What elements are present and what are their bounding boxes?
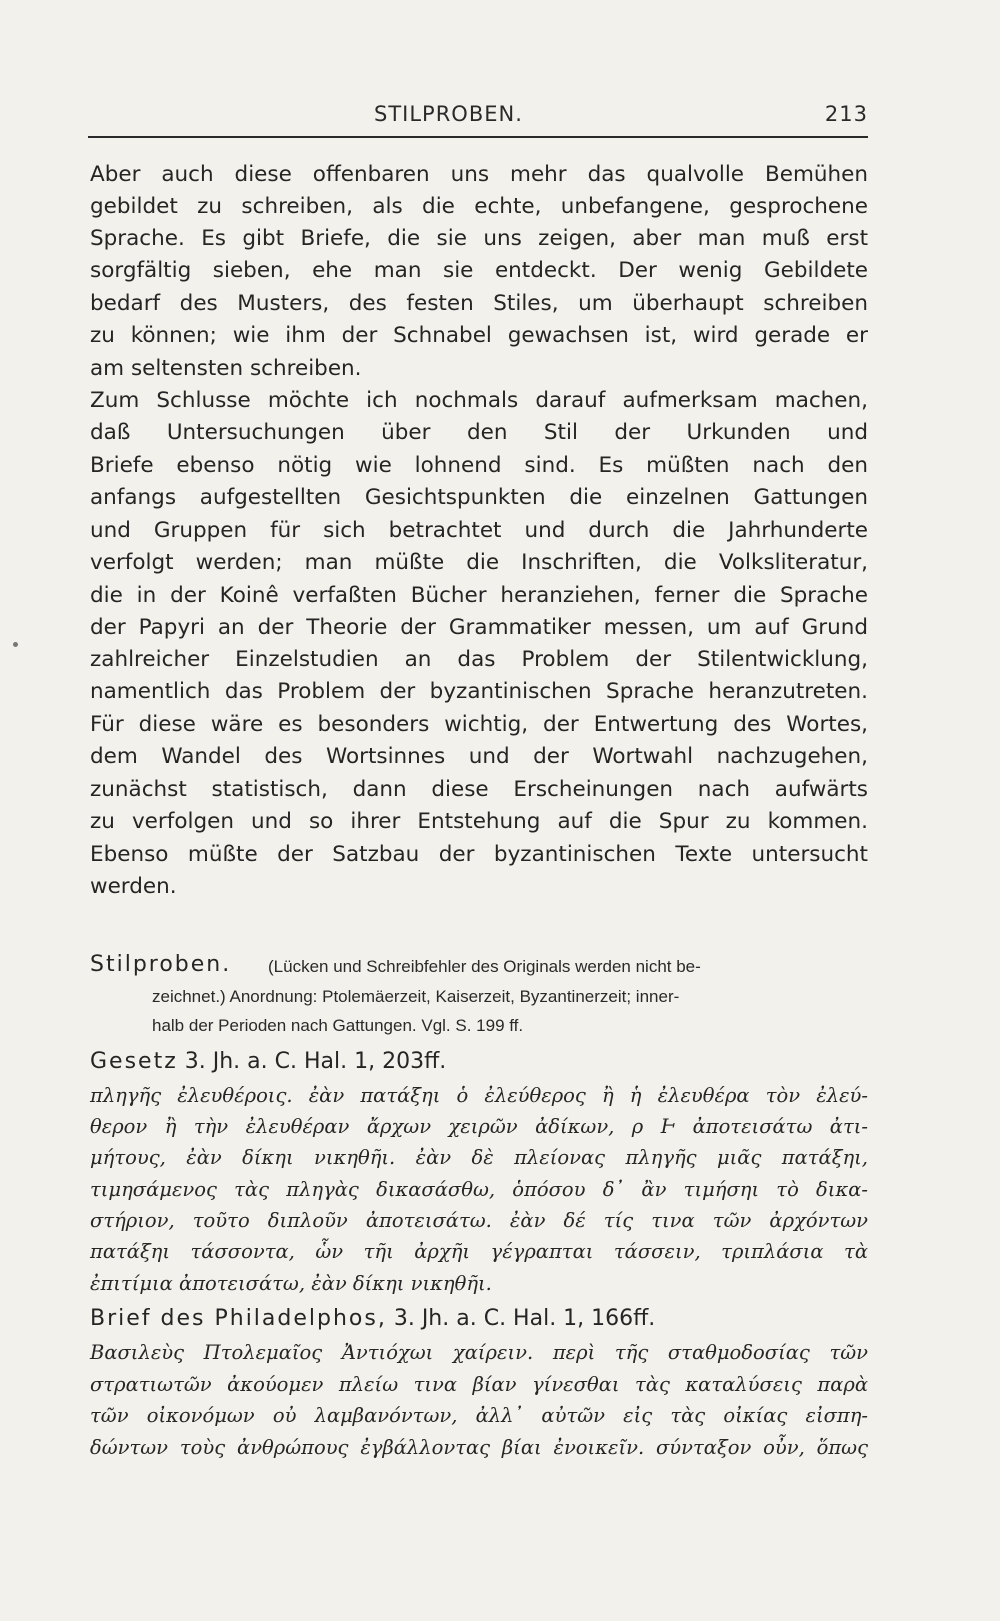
- body-line: daß Untersuchungen über den Stil der Urkunden und: [90, 420, 868, 445]
- greek-line: πληγῆς ἐλευθέροις. ἐὰν πατάξηι ὁ ἐλεύθερος ἢ ἡ ἐλευθέρα τὸν ἐλεύ-: [90, 1084, 868, 1107]
- stilproben-note-line: halb der Perioden nach Gattungen. Vgl. S. 199 ff.: [152, 1016, 524, 1035]
- section-heading-title: Gesetz: [90, 1049, 178, 1074]
- body-line: und Gruppen für sich betrachtet und durch die Jahrhunderte: [90, 518, 868, 543]
- body-line: zahlreicher Einzelstudien an das Problem der Stilentwicklung,: [90, 647, 868, 672]
- body-line: bedarf des Musters, des festen Stiles, um überhaupt schreiben: [90, 291, 868, 316]
- body-line: anfangs aufgestellten Gesichtspunkten die einzelnen Gattungen: [90, 485, 868, 510]
- running-head-title: STILPROBEN.: [374, 102, 523, 126]
- body-line: werden.: [90, 874, 177, 899]
- body-line: Aber auch diese offenbaren uns mehr das qualvolle Bemühen: [90, 162, 868, 187]
- body-line: die in der Koinê verfaßten Bücher heranziehen, ferner die Sprache: [90, 583, 868, 608]
- body-line: Ebenso müßte der Satzbau der byzantinischen Texte untersucht: [90, 842, 868, 867]
- body-line: der Papyri an der Theorie der Grammatiker messen, um auf Grund: [90, 615, 868, 640]
- section-heading: [90, 1049, 446, 1074]
- body-line: dem Wandel des Wortsinnes und der Wortwahl nachzugehen,: [90, 744, 868, 769]
- greek-line: τῶν οἰκονόμων οὐ λαμβανόντων, ἀλλ᾽ αὐτῶν εἰς τὰς οἰκίας εἰσπη-: [90, 1404, 868, 1427]
- body-line: sorgfältig sieben, ehe man sie entdeckt. Der wenig Gebildete: [90, 258, 868, 283]
- body-line: zunächst statistisch, dann diese Erscheinungen nach aufwärts: [90, 777, 868, 802]
- greek-line: στήριον, τοῦτο διπλοῦν ἀποτεισάτω. ἐὰν δέ τίς τινα τῶν ἀρχόντων: [90, 1209, 868, 1232]
- section-heading: [90, 1306, 655, 1331]
- page-number: 213: [824, 102, 868, 126]
- running-head: [88, 102, 868, 132]
- section-heading-title: Brief des Philadelphos,: [90, 1306, 387, 1331]
- greek-line: ἐπιτίμια ἀποτεισάτω, ἐὰν δίκηι νικηθῆι.: [90, 1272, 492, 1295]
- greek-line: στρατιωτῶν ἀκούομεν πλείω τινα βίαν γίνεσθαι τὰς καταλύσεις παρὰ: [90, 1373, 868, 1396]
- body-line: Briefe ebenso nötig wie lohnend sind. Es müßten nach den: [90, 453, 868, 478]
- body-line: verfolgt werden; man müßte die Inschriften, die Volksliteratur,: [90, 550, 868, 575]
- greek-line: πατάξηι τάσσοντα, ὧν τῆι ἀρχῆι γέγραπται τάσσειν, τριπλάσια τὰ: [90, 1240, 868, 1263]
- stilproben-note-line: zeichnet.) Anordnung: Ptolemäerzeit, Kaiserzeit, Byzantinerzeit; inner-: [152, 987, 680, 1006]
- stilproben-heading: Stilproben.: [90, 952, 232, 977]
- body-line: Zum Schlusse möchte ich nochmals darauf aufmerksam machen,: [90, 388, 868, 413]
- margin-mark: [13, 642, 18, 647]
- body-line: gebildet zu schreiben, als die echte, unbefangene, gesprochene: [90, 194, 868, 219]
- body-line: zu verfolgen und so ihrer Entstehung auf die Spur zu kommen.: [90, 809, 868, 834]
- body-line: Für diese wäre es besonders wichtig, der Entwertung des Wortes,: [90, 712, 868, 737]
- body-line: zu können; wie ihm der Schnabel gewachsen ist, wird gerade er: [90, 323, 868, 348]
- greek-line: μήτους, ἐὰν δίκηι νικηθῆι. ἐὰν δὲ πλείονας πληγῆς μιᾶς πατάξηι,: [90, 1146, 868, 1169]
- greek-line: τιμησάμενος τὰς πληγὰς δικασάσθω, ὁπόσου δ᾽ ἂν τιμήσηι τὸ δικα-: [90, 1178, 868, 1201]
- greek-line: θερον ἢ τὴν ἐλευθέραν ἄρχων χειρῶν ἀδίκων, ρ Ͱ ἀποτεισάτω ἀτι-: [90, 1115, 868, 1138]
- body-line: am seltensten schreiben.: [90, 356, 362, 381]
- section-heading-source: 3. Jh. a. C. Hal. 1, 166ff.: [386, 1306, 656, 1331]
- section-heading-source: 3. Jh. a. C. Hal. 1, 203ff.: [177, 1049, 447, 1074]
- greek-line: Βασιλεὺς Πτολεμαῖος Ἀντιόχωι χαίρειν. περὶ τῆς σταθμοδοσίας τῶν: [90, 1341, 868, 1364]
- body-line: Sprache. Es gibt Briefe, die sie uns zeigen, aber man muß erst: [90, 226, 868, 251]
- stilproben-note-line: (Lücken und Schreibfehler des Originals werden nicht be-: [268, 957, 701, 976]
- body-line: namentlich das Problem der byzantinischen Sprache heranzutreten.: [90, 679, 868, 704]
- header-rule: [88, 136, 868, 138]
- greek-line: δώντων τοὺς ἀνθρώπους ἐγβάλλοντας βίαι ἐνοικεῖν. σύνταξον οὖν, ὅπως: [90, 1436, 868, 1459]
